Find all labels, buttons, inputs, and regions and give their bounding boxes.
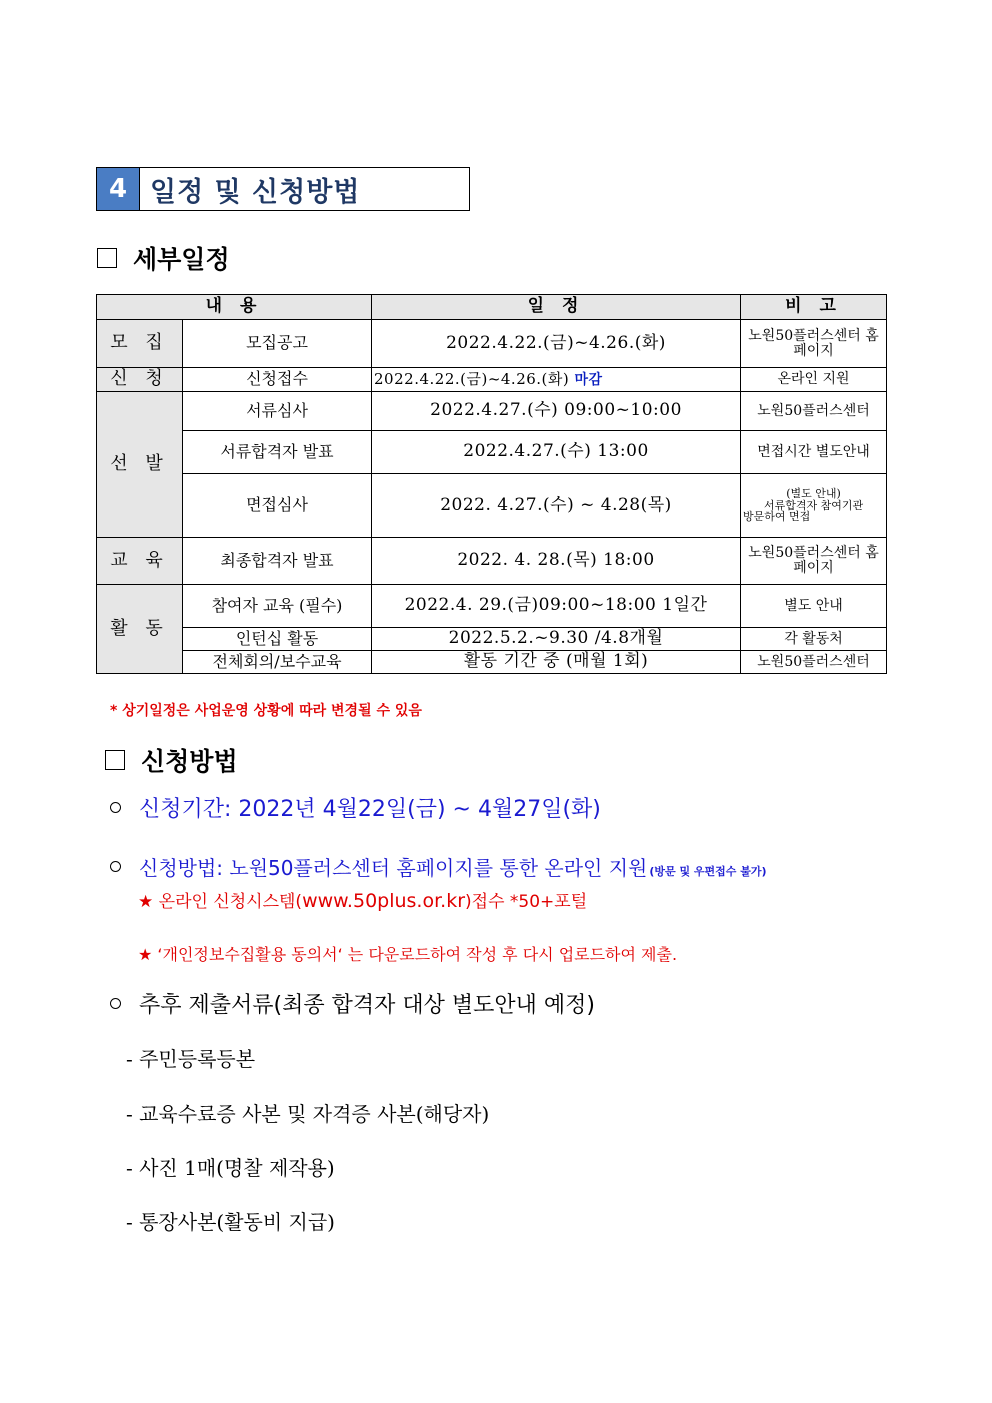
note-cell: 각 활동처 xyxy=(741,628,887,651)
header-note: 비 고 xyxy=(741,295,887,320)
date-cell: 2022.5.2.~9.30 /4.8개월 xyxy=(372,628,741,651)
circle-bullet-icon xyxy=(110,802,121,813)
apply-method-text: 신청방법: 노원50플러스센터 홈페이지를 통한 온라인 지원 xyxy=(139,856,648,880)
note-cell: (별도 안내) 서류합격자 참여기관 방문하여 면접 xyxy=(741,474,887,538)
item-cell: 참여자 교육 (필수) xyxy=(183,585,372,628)
schedule-heading-text: 세부일정 xyxy=(133,245,230,274)
schedule-table xyxy=(96,294,887,674)
note-cell: 별도 안내 xyxy=(741,585,887,628)
section-title: 일정 및 신청방법 xyxy=(150,176,361,208)
item-cell: 최종합격자 발표 xyxy=(183,538,372,585)
category-cell: 활 동 xyxy=(97,585,183,674)
table-row xyxy=(97,392,887,431)
table-header-row xyxy=(97,295,887,320)
apply-period-text: 신청기간: 2022년 4월22일(금) ~ 4월27일(화) xyxy=(139,797,601,822)
category-cell: 교 육 xyxy=(97,538,183,585)
apply-heading-text: 신청방법 xyxy=(141,747,238,776)
schedule-heading xyxy=(97,240,230,276)
date-cell: 2022.4.22.(금)~4.26.(화) 마감 xyxy=(372,368,741,392)
table-row xyxy=(97,628,887,651)
deadline-label: 마감 xyxy=(574,371,603,388)
note-cell: 온라인 지원 xyxy=(741,368,887,392)
section-number: 4 xyxy=(97,168,140,210)
circle-bullet-icon xyxy=(110,998,121,1009)
date-cell: 2022.4.27.(수) 13:00 xyxy=(372,431,741,474)
doc-item: - 주민등록등본 xyxy=(126,1047,256,1071)
doc-item: - 통장사본(활동비 지급) xyxy=(126,1210,335,1234)
table-row xyxy=(97,320,887,368)
apply-heading xyxy=(105,742,238,778)
date-cell: 2022.4. 29.(금)09:00~18:00 1일간 xyxy=(372,585,741,628)
date-cell: 2022. 4.27.(수) ~ 4.28(목) xyxy=(372,474,741,538)
item-cell: 신청접수 xyxy=(183,368,372,392)
date-cell: 2022.4.22.(금)~4.26.(화) xyxy=(372,320,741,368)
docs-heading xyxy=(110,988,595,1019)
docs-heading-text: 추후 제출서류(최종 합격자 대상 별도안내 예정) xyxy=(139,993,595,1018)
apply-method-note: (방문 및 우편접수 불가) xyxy=(649,865,767,878)
date-cell: 2022. 4. 28.(목) 18:00 xyxy=(372,538,741,585)
item-cell: 면접심사 xyxy=(183,474,372,538)
date-cell: 2022.4.27.(수) 09:00~10:00 xyxy=(372,392,741,431)
item-cell: 서류합격자 발표 xyxy=(183,431,372,474)
portal-link[interactable]: www.50plus.or.kr xyxy=(302,890,466,912)
doc-item: - 교육수료증 사본 및 자격증 사본(해당자) xyxy=(126,1102,490,1126)
item-cell: 전체회의/보수교육 xyxy=(183,651,372,674)
table-row xyxy=(97,431,887,474)
consent-form-note: ★ ‘개인정보수집활용 동의서‘ 는 다운로드하여 작성 후 다시 업로드하여 제출. xyxy=(138,945,678,964)
apply-method xyxy=(110,852,767,881)
header-content: 내 용 xyxy=(97,295,372,320)
checkbox-square-icon xyxy=(105,750,125,770)
schedule-disclaimer: * 상기일정은 사업운영 상황에 따라 변경될 수 있음 xyxy=(110,703,422,719)
note-cell: 면접시간 별도안내 xyxy=(741,431,887,474)
circle-bullet-icon xyxy=(110,861,121,872)
category-cell: 모 집 xyxy=(97,320,183,368)
category-cell: 선 발 xyxy=(97,392,183,538)
table-row xyxy=(97,474,887,538)
table-row xyxy=(97,585,887,628)
header-schedule: 일 정 xyxy=(372,295,741,320)
note-cell: 노원50플러스센터 홈페이지 xyxy=(741,320,887,368)
note-cell: 노원50플러스센터 xyxy=(741,651,887,674)
date-cell: 활동 기간 중 (매월 1회) xyxy=(372,651,741,674)
table-row xyxy=(97,368,887,392)
item-cell: 서류심사 xyxy=(183,392,372,431)
category-cell: 신 청 xyxy=(97,368,183,392)
online-system-note: ★ 온라인 신청시스템(www.50plus.or.kr)접수 *50+포털 xyxy=(138,890,588,912)
section-header xyxy=(96,167,470,211)
note-cell: 노원50플러스센터 홈페이지 xyxy=(741,538,887,585)
checkbox-square-icon xyxy=(97,248,117,268)
doc-item: - 사진 1매(명찰 제작용) xyxy=(126,1156,335,1180)
note-cell: 노원50플러스센터 xyxy=(741,392,887,431)
apply-period xyxy=(110,792,601,823)
table-row xyxy=(97,538,887,585)
item-cell: 모집공고 xyxy=(183,320,372,368)
item-cell: 인턴십 활동 xyxy=(183,628,372,651)
table-row xyxy=(97,651,887,674)
